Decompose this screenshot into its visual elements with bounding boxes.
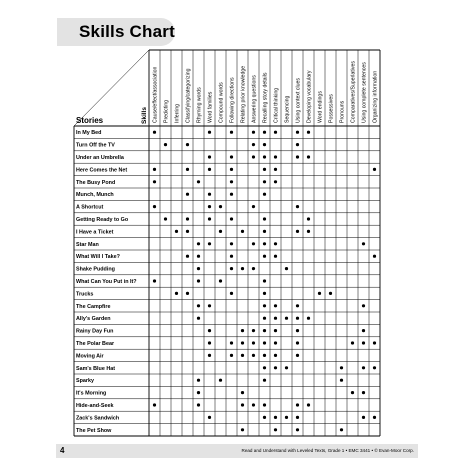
story-row-label: What Can You Put in It? [76,279,137,285]
skill-mark-dot [274,428,277,431]
skill-mark-dot [186,255,189,258]
skill-mark-dot [197,180,200,183]
skill-mark-dot [241,329,244,332]
skill-mark-dot [362,329,365,332]
skill-mark-dot [274,255,277,258]
skill-mark-dot [230,292,233,295]
skill-mark-dot [274,155,277,158]
skill-mark-dot [296,341,299,344]
skill-mark-dot [285,267,288,270]
skill-mark-dot [263,131,266,134]
skill-mark-dot [296,205,299,208]
skill-column-label: Rhyming words [196,87,203,123]
skill-mark-dot [340,379,343,382]
skill-column-label: Inferring [174,103,181,123]
skill-mark-dot [153,180,156,183]
skill-mark-dot [296,230,299,233]
skill-mark-dot [153,131,156,134]
story-row-label: The Polar Bear [76,341,115,347]
skill-mark-dot [263,354,266,357]
page-number: 4 [60,446,65,455]
skill-mark-dot [208,341,211,344]
skill-mark-dot [208,329,211,332]
skill-mark-dot [373,416,376,419]
skill-mark-dot [208,131,211,134]
skill-mark-dot [208,304,211,307]
skill-mark-dot [197,304,200,307]
skill-mark-dot [186,292,189,295]
skill-mark-dot [230,242,233,245]
skill-mark-dot [252,242,255,245]
skill-mark-dot [186,168,189,171]
stories-header: Stories [76,116,104,125]
skill-column-label: Classifying/categorizing [185,68,192,123]
skill-mark-dot [241,391,244,394]
skill-mark-dot [230,180,233,183]
skill-mark-dot [197,279,200,282]
skill-mark-dot [252,143,255,146]
skill-mark-dot [285,366,288,369]
skill-mark-dot [274,131,277,134]
story-row-label: It's Morning [76,390,107,397]
story-row-label: A Shortcut [76,204,104,211]
skill-mark-dot [208,155,211,158]
skill-mark-dot [252,155,255,158]
skill-mark-dot [153,168,156,171]
skill-column-label: Recalling story details [262,72,269,123]
skill-mark-dot [252,267,255,270]
skill-mark-dot [373,168,376,171]
story-row-label: Shake Pudding [76,266,115,273]
skill-mark-dot [362,304,365,307]
skill-mark-dot [241,428,244,431]
skill-mark-dot [263,292,266,295]
skill-mark-dot [373,366,376,369]
story-row-label: The Busy Pond [76,179,116,186]
skill-mark-dot [263,155,266,158]
skill-mark-dot [362,242,365,245]
skill-mark-dot [274,416,277,419]
skill-mark-dot [274,341,277,344]
skill-mark-dot [208,205,211,208]
story-row-label: Ally's Garden [76,316,111,323]
skill-column-label: Cause/effect/association [152,66,159,123]
skill-mark-dot [296,304,299,307]
story-row-label: The Campfire [76,303,111,310]
skill-mark-dot [362,366,365,369]
story-row-label: Sam's Blue Hat [76,365,116,372]
skill-column-label: Sequencing [284,95,291,123]
skill-mark-dot [241,403,244,406]
skill-mark-dot [296,143,299,146]
skill-mark-dot [186,230,189,233]
skill-mark-dot [263,180,266,183]
skill-mark-dot [362,391,365,394]
story-row-label: Star Man [76,241,99,248]
skill-mark-dot [153,403,156,406]
skill-column-label: Pronouns [339,100,346,123]
skill-column-label: Following directions [229,77,236,123]
skill-column-label: Developing vocabulary [306,70,313,123]
story-row-label: Getting Ready to Go [76,217,129,223]
skills-header: Skills [141,107,148,124]
skill-mark-dot [230,193,233,196]
story-row-label: Turn Off the TV [76,142,115,149]
skill-mark-dot [164,217,167,220]
skill-mark-dot [263,242,266,245]
skill-column-label: Possessives [328,94,335,123]
skill-mark-dot [230,168,233,171]
skill-mark-dot [241,354,244,357]
skill-mark-dot [197,242,200,245]
skill-column-label: Critical thinking [273,87,280,123]
skill-mark-dot [351,341,354,344]
skill-mark-dot [296,403,299,406]
skill-mark-dot [263,403,266,406]
skill-mark-dot [164,143,167,146]
skill-mark-dot [197,403,200,406]
header-diagonal [74,50,149,126]
skill-mark-dot [252,403,255,406]
skill-mark-dot [373,341,376,344]
skill-mark-dot [362,416,365,419]
skill-mark-dot [252,205,255,208]
skill-mark-dot [274,317,277,320]
skill-mark-dot [241,230,244,233]
skill-mark-dot [186,143,189,146]
skill-column-label: Predicting [163,99,170,123]
story-row-label: In My Bed [76,130,102,137]
skill-mark-dot [252,354,255,357]
skill-mark-dot [274,180,277,183]
skill-mark-dot [230,341,233,344]
skill-mark-dot [296,428,299,431]
skill-mark-dot [197,391,200,394]
skill-mark-dot [373,255,376,258]
skill-mark-dot [219,379,222,382]
skill-mark-dot [263,416,266,419]
skill-mark-dot [230,155,233,158]
skill-mark-dot [197,317,200,320]
skill-mark-dot [153,205,156,208]
skill-mark-dot [263,230,266,233]
skill-mark-dot [175,292,178,295]
skill-mark-dot [318,292,321,295]
skill-mark-dot [186,193,189,196]
story-row-label: Moving Air [76,353,104,360]
skill-mark-dot [274,329,277,332]
skill-mark-dot [208,242,211,245]
story-row-label: I Have a Ticket [76,229,114,236]
skill-mark-dot [263,168,266,171]
skill-mark-dot [219,279,222,282]
skill-mark-dot [208,193,211,196]
skill-mark-dot [340,428,343,431]
skill-mark-dot [351,391,354,394]
skill-mark-dot [340,366,343,369]
story-row-label: Under an Umbrella [76,155,124,161]
skill-mark-dot [307,131,310,134]
skill-mark-dot [307,230,310,233]
skill-mark-dot [329,292,332,295]
skill-mark-dot [230,354,233,357]
story-row-label: The Pet Show [76,427,112,434]
skill-mark-dot [197,379,200,382]
story-row-label: Rainy Day Fun [76,328,114,335]
skill-mark-dot [153,279,156,282]
skill-mark-dot [186,217,189,220]
skill-column-label: Comparatives/Superlatives [350,61,357,123]
skill-mark-dot [274,304,277,307]
skill-mark-dot [263,329,266,332]
skill-mark-dot [285,416,288,419]
skill-mark-dot [274,168,277,171]
footer-credit: Read and Understand with Leveled Texts, Grade 1 • EMC 3441 • © Evan-Moor Corp. [241,448,414,453]
skill-mark-dot [263,304,266,307]
skill-mark-dot [362,341,365,344]
skill-mark-dot [296,131,299,134]
skill-mark-dot [230,267,233,270]
skill-mark-dot [274,354,277,357]
skill-mark-dot [230,131,233,134]
skill-mark-dot [307,403,310,406]
skill-column-label: Organizing information [372,70,379,123]
story-row-label: Here Comes the Net [76,167,128,174]
skill-mark-dot [296,329,299,332]
skill-mark-dot [208,217,211,220]
skill-mark-dot [263,255,266,258]
skill-column-label: Using complete sentences [361,62,368,123]
story-row-label: Munch, Munch [76,192,114,199]
skill-mark-dot [263,341,266,344]
skill-mark-dot [263,379,266,382]
skill-mark-dot [241,267,244,270]
skill-mark-dot [230,255,233,258]
skill-mark-dot [263,366,266,369]
skill-column-label: Relating prior knowledge [240,65,247,123]
skill-mark-dot [230,217,233,220]
skill-mark-dot [296,416,299,419]
skill-mark-dot [307,217,310,220]
story-row-label: Trucks [76,291,94,298]
skill-mark-dot [252,131,255,134]
skill-column-label: Answering questions [251,75,258,123]
skill-mark-dot [307,317,310,320]
story-row-label: What Will I Take? [76,254,120,261]
skill-mark-dot [263,217,266,220]
skill-mark-dot [263,193,266,196]
skill-mark-dot [252,341,255,344]
skill-mark-dot [296,317,299,320]
skill-mark-dot [252,329,255,332]
skill-column-label: Word endings [317,91,324,123]
skill-mark-dot [219,205,222,208]
story-row-label: Sparky [76,378,94,385]
skill-mark-dot [208,416,211,419]
skill-mark-dot [307,155,310,158]
skill-column-label: Word families [207,91,214,123]
skill-column-label: Using context clues [295,78,302,123]
skill-mark-dot [263,143,266,146]
story-row-label: Zack's Sandwich [76,415,120,422]
skill-mark-dot [208,168,211,171]
skill-mark-dot [197,267,200,270]
skill-mark-dot [197,255,200,258]
skill-mark-dot [274,366,277,369]
skill-mark-dot [241,341,244,344]
skill-mark-dot [274,242,277,245]
skill-mark-dot [296,155,299,158]
skill-mark-dot [263,317,266,320]
story-row-label: Hide-and-Seek [76,403,114,409]
skill-mark-dot [208,354,211,357]
page-title: Skills Chart [79,22,175,41]
skill-mark-dot [263,279,266,282]
skill-column-label: Compound words [218,82,225,123]
skill-mark-dot [296,354,299,357]
skill-mark-dot [219,230,222,233]
skill-mark-dot [175,230,178,233]
skill-mark-dot [285,317,288,320]
